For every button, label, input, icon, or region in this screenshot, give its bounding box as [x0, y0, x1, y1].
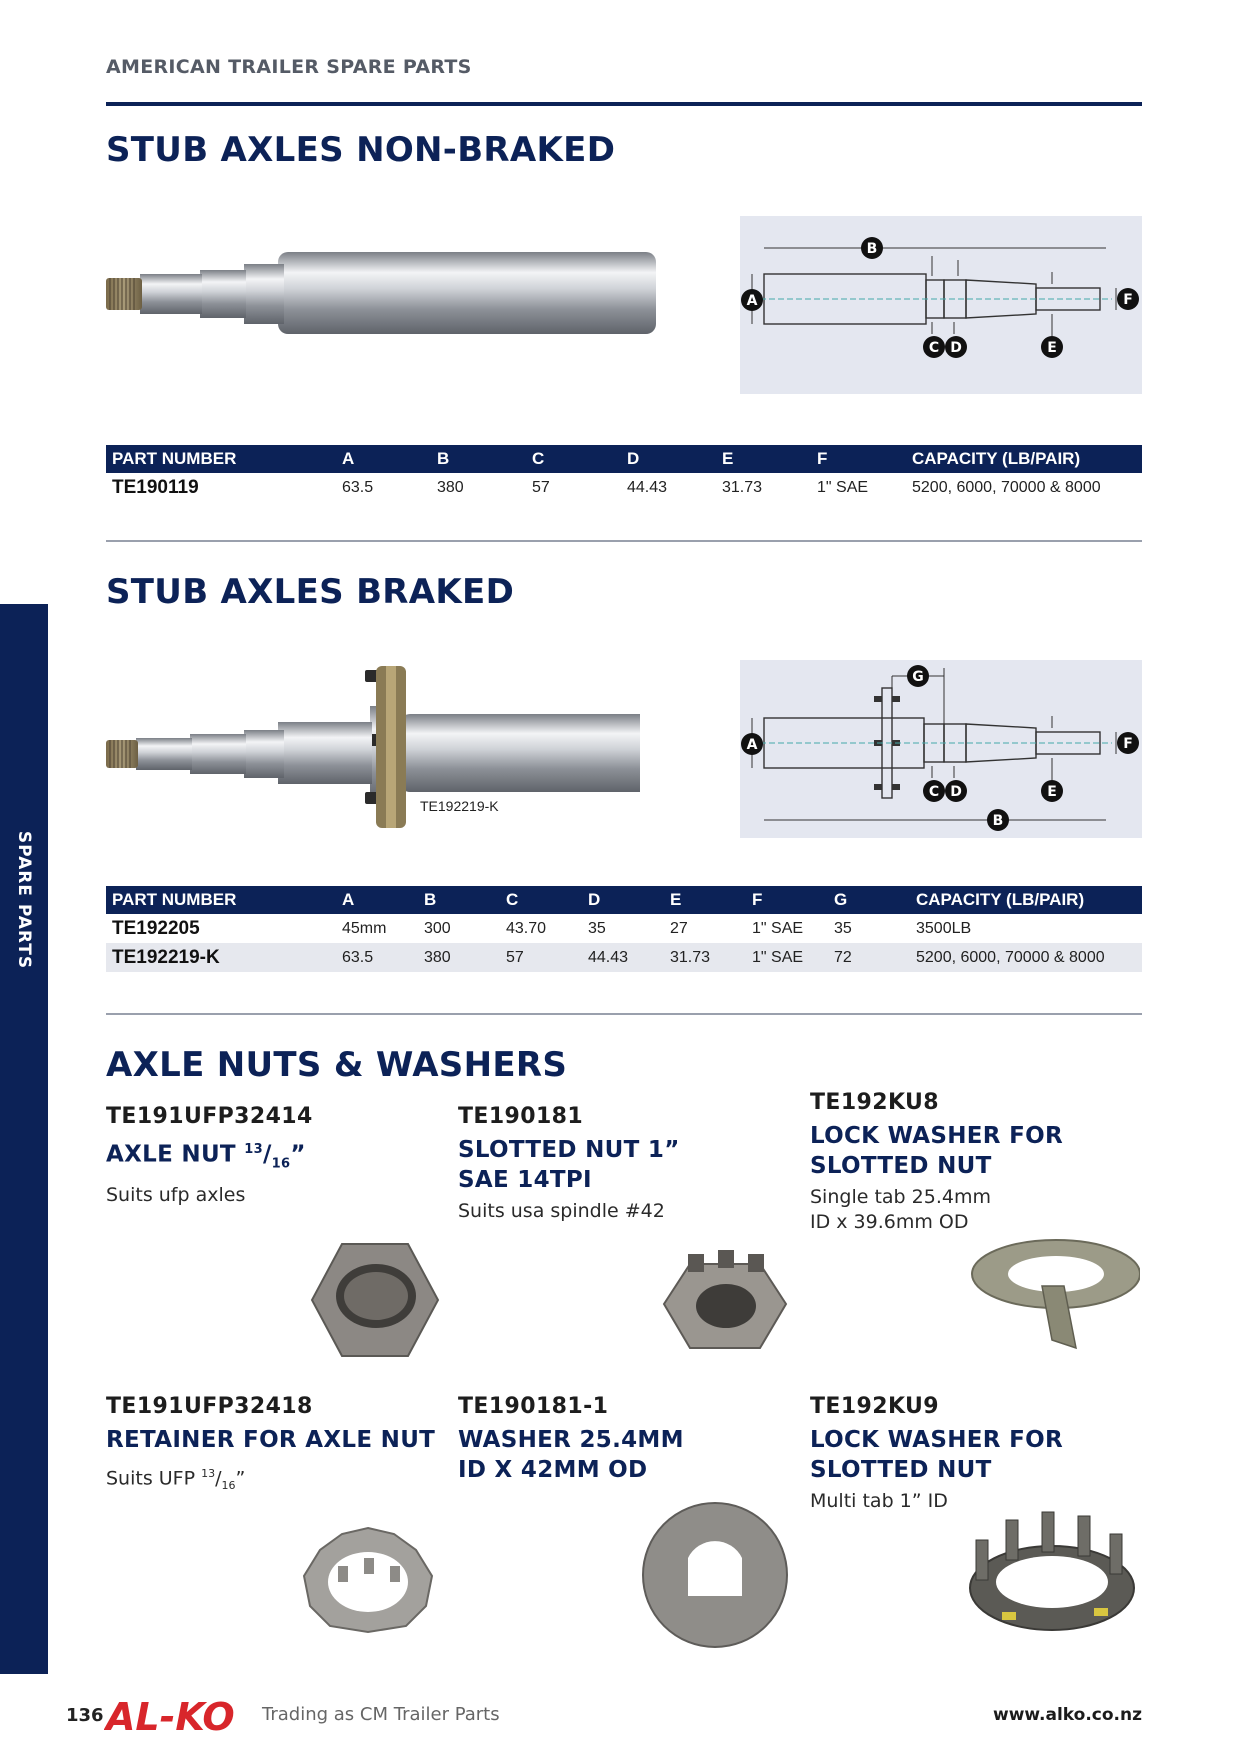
svg-text:A: A — [746, 293, 758, 309]
dimension-drawing — [740, 660, 1142, 838]
svg-text:G: G — [912, 669, 924, 685]
col-header: D — [621, 445, 716, 473]
trading-note: Trading as CM Trailer Parts — [262, 1704, 500, 1725]
product-desc: Suits ufp axles — [106, 1184, 246, 1207]
side-tab-label: SPARE PARTS — [14, 830, 34, 970]
product-code: TE191UFP32418 — [106, 1394, 313, 1419]
table-cell: 31.73 — [664, 943, 746, 972]
table-cell: 380 — [437, 478, 464, 496]
spec-table-braked — [106, 886, 1142, 972]
col-header: F — [746, 886, 828, 914]
product-code: TE190181-1 — [458, 1394, 609, 1419]
product-code: TE191UFP32414 — [106, 1104, 313, 1129]
table-cell: 72 — [828, 943, 910, 972]
product-desc-line2: ID x 39.6mm OD — [810, 1211, 969, 1233]
col-header: CAPACITY (LB/PAIR) — [906, 445, 1142, 473]
col-header: E — [664, 886, 746, 914]
retainer-ring-icon — [298, 1524, 438, 1636]
table-cell: 63.5 — [342, 478, 374, 496]
product-slotted-nut — [458, 1104, 788, 1224]
product-title-line2: SLOTTED NUT — [810, 1457, 992, 1483]
table-cell: 45mm — [342, 919, 387, 937]
table-cell: 35 — [834, 919, 852, 937]
product-title: AXLE NUT $^{13}/_{16}$” — [106, 1141, 306, 1172]
table-row — [106, 914, 1142, 943]
svg-text:E: E — [1047, 340, 1057, 356]
table-cell: 5200, 6000, 70000 & 8000 — [912, 478, 1101, 496]
col-header: PART NUMBER — [106, 886, 336, 914]
col-header: C — [526, 445, 621, 473]
col-header: A — [336, 886, 418, 914]
table-header-row — [106, 445, 1142, 473]
table-cell: 3500LB — [916, 919, 972, 937]
svg-text:F: F — [1123, 292, 1133, 308]
product-title-line1: WASHER 25.4MM — [458, 1427, 684, 1453]
table-header-row — [106, 886, 1142, 914]
hex-nut-icon — [310, 1240, 440, 1360]
tab-washer-icon — [960, 1230, 1140, 1350]
col-header: C — [500, 886, 582, 914]
product-title-line2: SAE 14TPI — [458, 1167, 592, 1193]
table-cell: 380 — [418, 943, 500, 972]
col-header: A — [336, 445, 431, 473]
table-cell: 35 — [588, 919, 606, 937]
website-link[interactable]: www.alko.co.nz — [993, 1705, 1142, 1725]
section-title-nuts-washers: AXLE NUTS & WASHERS — [106, 1045, 568, 1085]
table-cell: 31.73 — [722, 478, 763, 496]
table-cell: 1" SAE — [752, 919, 804, 937]
svg-text:C: C — [928, 784, 940, 800]
dimension-drawing — [740, 216, 1142, 394]
product-desc: Multi tab 1” ID — [810, 1490, 948, 1512]
section-divider — [106, 540, 1142, 542]
col-header: G — [828, 886, 910, 914]
product-code: TE190181 — [458, 1104, 584, 1129]
col-header: D — [582, 886, 664, 914]
side-tab — [0, 604, 48, 1674]
alko-logo — [104, 1694, 244, 1738]
table-cell: 57 — [500, 943, 582, 972]
section-title-non-braked: STUB AXLES NON-BRAKED — [106, 130, 616, 170]
table-cell: 1" SAE — [746, 943, 828, 972]
photo-caption: TE192219-K — [420, 798, 499, 814]
table-cell: 44.43 — [627, 478, 668, 496]
product-desc: Suits UFP $^{13}/_{16}$” — [106, 1467, 246, 1493]
braked-stub-axle-photo — [100, 660, 640, 830]
part-number: TE192219-K — [106, 943, 336, 972]
table-cell: 57 — [532, 478, 550, 496]
table-cell: 63.5 — [336, 943, 418, 972]
table-cell: 43.70 — [506, 919, 547, 937]
col-header: CAPACITY (LB/PAIR) — [910, 886, 1142, 914]
section-divider — [106, 1013, 1142, 1015]
svg-text:AL-KO: AL-KO — [106, 1695, 235, 1738]
product-retainer — [106, 1394, 446, 1498]
table-row — [106, 473, 1142, 502]
col-header: B — [431, 445, 526, 473]
header-rule — [106, 102, 1142, 106]
product-desc: Suits usa spindle #42 — [458, 1200, 665, 1222]
svg-text:B: B — [866, 241, 878, 257]
svg-text:A: A — [746, 737, 758, 753]
table-cell: 44.43 — [582, 943, 664, 972]
dimension-diagram-braked — [740, 660, 1142, 838]
col-header: E — [716, 445, 811, 473]
product-code: TE192KU8 — [810, 1090, 939, 1115]
d-washer-icon — [640, 1500, 790, 1650]
part-number: TE192205 — [112, 917, 200, 939]
svg-text:E: E — [1047, 784, 1057, 800]
product-desc-line1: Single tab 25.4mm — [810, 1186, 991, 1208]
page-number: 136 — [66, 1705, 104, 1726]
section-title-braked: STUB AXLES BRAKED — [106, 572, 515, 612]
part-number: TE190119 — [112, 476, 199, 498]
col-header: F — [811, 445, 906, 473]
dimension-diagram-non-braked — [740, 216, 1142, 394]
table-row — [106, 943, 1142, 972]
stub-axle-photo — [100, 240, 660, 350]
table-cell: 300 — [424, 919, 451, 937]
product-title-line1: SLOTTED NUT 1” — [458, 1137, 680, 1163]
svg-text:C: C — [928, 340, 940, 356]
spec-table-non-braked — [106, 445, 1142, 502]
table-cell: 27 — [670, 919, 688, 937]
svg-text:B: B — [992, 813, 1004, 829]
svg-text:D: D — [950, 784, 962, 800]
castle-nut-icon — [660, 1244, 790, 1354]
multi-tab-washer-icon — [962, 1500, 1142, 1640]
product-title-line1: LOCK WASHER FOR — [810, 1427, 1063, 1453]
product-code: TE192KU9 — [810, 1394, 939, 1419]
product-axle-nut — [106, 1104, 426, 1208]
svg-text:F: F — [1123, 736, 1133, 752]
product-title-line1: LOCK WASHER FOR — [810, 1123, 1063, 1149]
product-title-line2: SLOTTED NUT — [810, 1153, 992, 1179]
product-lock-washer-single — [810, 1090, 1150, 1235]
svg-text:D: D — [950, 340, 962, 356]
header-label: AMERICAN TRAILER SPARE PARTS — [106, 56, 472, 78]
col-header: PART NUMBER — [106, 445, 336, 473]
col-header: B — [418, 886, 500, 914]
product-title: RETAINER FOR AXLE NUT — [106, 1427, 436, 1453]
table-cell: 5200, 6000, 70000 & 8000 — [910, 943, 1142, 972]
product-title-line2: ID X 42MM OD — [458, 1457, 648, 1483]
product-washer — [458, 1394, 788, 1485]
product-lock-washer-multi — [810, 1394, 1150, 1514]
table-cell: 1" SAE — [817, 478, 869, 496]
